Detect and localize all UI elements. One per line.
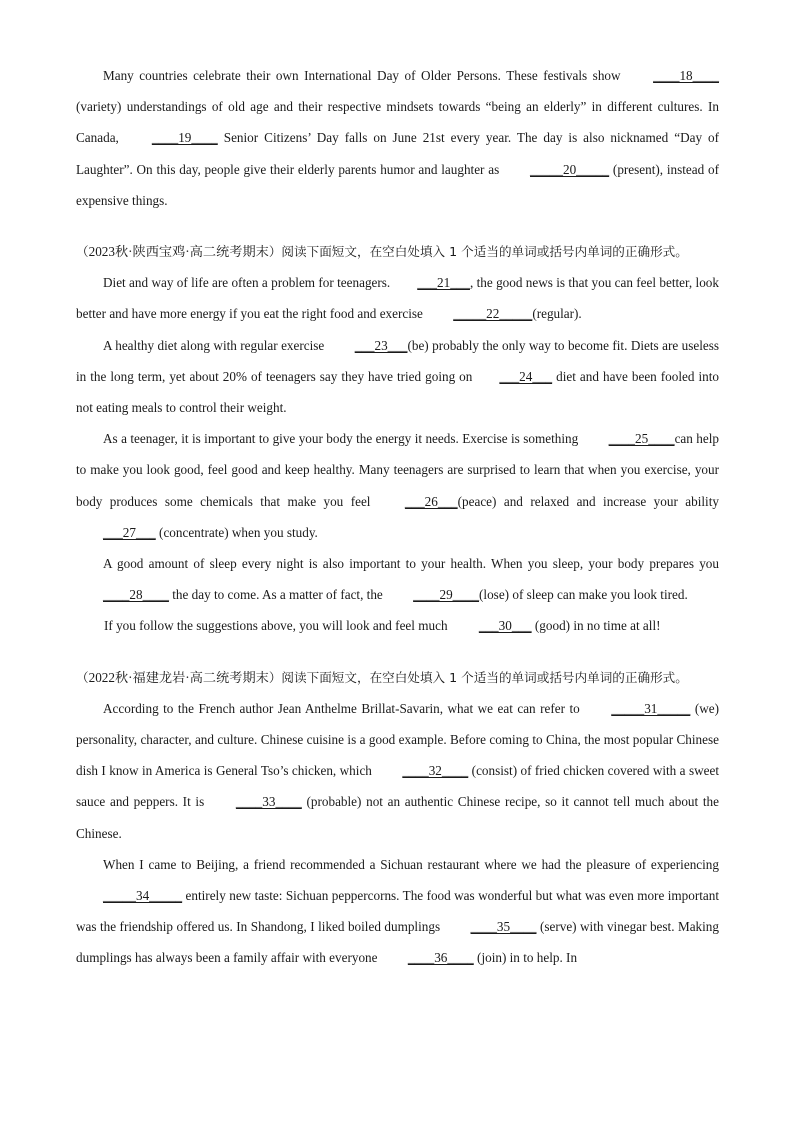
- text: (regular).: [532, 306, 582, 322]
- blank-28[interactable]: ____28____: [103, 587, 169, 603]
- passage-2-paragraph-5: [76, 610, 719, 641]
- text: entirely new taste: Sichuan peppercorns. The food was wonderful but what was even more important was the friendship offered us. In Shandong, I liked boiled dumplings: [76, 888, 719, 935]
- text: (serve) with vinegar best. Making dumplings has always been a family affair with everyone: [76, 919, 719, 966]
- blank-27[interactable]: ___27___: [103, 524, 156, 540]
- passage-3-paragraph-1: [76, 693, 719, 849]
- text: (concentrate) when you study.: [155, 524, 318, 540]
- blank-23[interactable]: ___23___: [354, 337, 408, 353]
- blank-26[interactable]: ___26___: [404, 493, 458, 509]
- text: If you follow the suggestions above, you will look and feel much: [104, 618, 451, 634]
- blank-36[interactable]: ____36____: [407, 950, 474, 966]
- passage-2-paragraph-3: [76, 423, 719, 548]
- exam-source: 2022秋·福建龙岩·高二统考期末: [88, 669, 269, 685]
- bracket-open: （: [76, 669, 89, 685]
- blank-31[interactable]: _____31_____: [611, 700, 691, 716]
- blank-18[interactable]: ____18____: [653, 68, 719, 83]
- blank-22[interactable]: _____22_____: [453, 306, 533, 322]
- text: , the good news is that you can feel better, look better and have more energy if you eat the right food and exercise: [76, 275, 719, 322]
- text: (we) personality, character, and culture. Chinese cuisine is a good example. Before coming to China, the most popular Chinese dish I know in America is General Tso’s chicken, which: [76, 700, 719, 779]
- passage-2: [76, 267, 719, 641]
- text: (peace) and relaxed and increase your ability: [457, 493, 719, 509]
- text: the day to come. As a matter of fact, the: [168, 587, 387, 603]
- passage-3-paragraph-2: [76, 849, 719, 974]
- text: A good amount of sleep every night is also important to your health. When you sleep, your body prepares you: [103, 556, 719, 572]
- text: (be) probably the only way to become fit. Diets are useless in the long term, yet about 20% of teenagers say they have tried going on: [76, 337, 719, 384]
- text: Diet and way of life are often a problem for teenagers.: [103, 275, 391, 291]
- text: Many countries celebrate their own International Day of Older Persons. These festivals show: [103, 68, 627, 83]
- blank-19[interactable]: ____19____: [151, 130, 218, 146]
- text: (consist) of fried chicken covered with a sweet sauce and peppers. It is: [76, 763, 719, 810]
- text: diet and have been fooled into not eating meals to control their weight.: [76, 368, 720, 416]
- blank-33[interactable]: ____33____: [235, 794, 302, 810]
- bracket-open: （: [76, 244, 89, 260]
- passage-2-paragraph-4: [76, 548, 719, 610]
- text: (probable) not an authentic Chinese recipe, so it cannot tell much about the Chinese.: [76, 794, 719, 841]
- text: (present), instead of expensive things.: [76, 161, 719, 208]
- exercise-header-3: [76, 662, 719, 693]
- text: (variety) understandings of old age and their respective mindsets towards “being an elderly” in different cultures. In Canada,: [76, 99, 719, 146]
- passage-2-paragraph-1: [76, 267, 719, 329]
- exam-source: 2023秋·陕西宝鸡·高二统考期末: [88, 244, 269, 260]
- instruction-text: 阅读下面短文，在空白处填入 1 个适当的单词或括号内单词的正确形式。: [281, 244, 688, 260]
- document-content: [76, 60, 719, 974]
- bracket-close: ）: [268, 244, 282, 260]
- passage-3: [76, 693, 719, 974]
- text: As a teenager, it is important to give your body the energy it needs. Exercise is something: [103, 431, 582, 447]
- instruction-text: 阅读下面短文，在空白处填入 1 个适当的单词或括号内单词的正确形式。: [281, 669, 688, 685]
- text: According to the French author Jean Anthelme Brillat-Savarin, what we eat can refer to: [103, 700, 585, 716]
- text: (lose) of sleep can make you look tired.: [479, 587, 688, 603]
- blank-32[interactable]: ____32____: [402, 763, 469, 779]
- exercise-header-2: [76, 236, 719, 267]
- blank-25[interactable]: ____25____: [608, 431, 675, 447]
- blank-21[interactable]: ___21___: [417, 275, 470, 291]
- blank-24[interactable]: ___24___: [499, 368, 553, 384]
- blank-34[interactable]: _____34_____: [103, 888, 183, 904]
- text: can help to make you look good, feel good and keep healthy. Many teenagers are surprised to learn that when you exercise, your body produces some chemicals that make you feel: [76, 431, 719, 509]
- text: When I came to Beijing, a friend recommended a Sichuan restaurant where we had the pleasure of experiencing: [103, 856, 719, 872]
- bracket-close: ）: [268, 669, 282, 685]
- passage-1-paragraph: [76, 60, 719, 216]
- text: Senior Citizens’ Day falls on June 21st every year. The day is also nicknamed “Day of Laughter”. On this day, people give their elderly parents humor and laughter as: [76, 130, 720, 177]
- passage-1: [76, 60, 719, 216]
- blank-20[interactable]: _____20_____: [530, 161, 610, 177]
- text: A healthy diet along with regular exercise: [103, 337, 328, 353]
- blank-30[interactable]: ___30___: [478, 618, 532, 634]
- text: (join) in to help. In: [473, 950, 578, 966]
- passage-2-paragraph-2: [76, 330, 719, 424]
- blank-35[interactable]: ____35____: [470, 919, 537, 935]
- blank-29[interactable]: ____29____: [413, 587, 480, 603]
- text: (good) in no time at all!: [531, 618, 661, 634]
